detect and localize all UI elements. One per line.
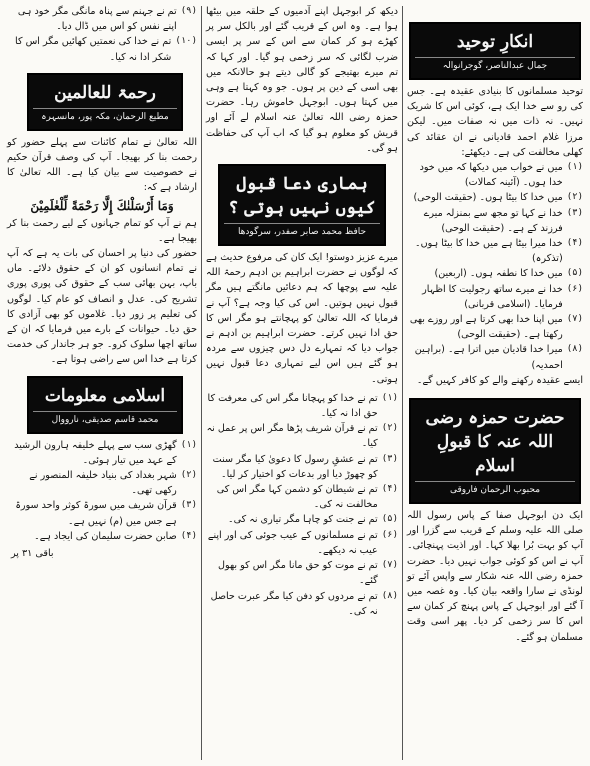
continued-note: باقی ۳۱ پر: [11, 548, 54, 560]
article-author: حافظ محمد صابر صفدر، سرگودھا: [224, 223, 380, 239]
article-paragraph: اللہ تعالیٰ نے تمام کائنات سے پہلے حضور کو رحمت بنا کر بھیجا۔ آپ کی وصف قرآن حکیم نے خصوصیت سے بیان کیا ہے۔ اللہ تعالیٰ کا ارشاد ہے کہ:: [7, 136, 197, 194]
list-item: (۳) تم نے عشقِ رسول کا دعویٰ کیا مگر سنت کو چھوڑ دیا اور بدعات کو اختیار کر لیا۔: [212, 453, 398, 480]
list-item: (۲) میں خدا کا بیٹا ہوں۔ (حقیقت الوحی): [413, 192, 583, 204]
list-item: (۴) خدا میرا بیٹا ہے میں خدا کا بیٹا ہوں۔ (تذکرہ): [415, 238, 583, 265]
list-item: (۱۰) تم نے خدا کی نعمتیں کھائیں مگر اس کا شکر ادا نہ کیا۔: [15, 36, 197, 63]
list-item: (۷) تم نے موت کو حق مانا مگر اس کو بھول گئے۔: [218, 560, 398, 587]
article-paragraph: میرے عزیز دوستو! ایک کان کی مرفوع حدیث ہے کہ لوگوں نے حضرت ابراہیم بن ادہم رحمۃ اللہ علیہ سے پوچھا کہ ہم دعائیں مانگتے ہیں مگر قبول نہیں ہوتیں۔ اس کی کیا وجہ ہے؟ آپ نے فرمایا کہ اللہ تعالیٰ کو پہچانتے ہو مگر اس کا حق ادا نہیں کرتے۔ حضرت ابراہیم بن ادہم نے جواب دیا کہ تمہارے دل دس چیزوں سے مردہ ہو گئے ہیں اس لیے تمہاری دعا قبول نہیں ہوتی۔: [206, 252, 398, 385]
column-left: [5, 4, 199, 762]
column-divider: [201, 6, 202, 760]
list-item: (۱) تم نے خدا کو پہچانا مگر اس کی معرفت کا حق ادا نہ کیا۔: [207, 392, 398, 420]
article-header: [409, 398, 581, 504]
list-item: (۸) تم نے مردوں کو دفن کیا مگر عبرت حاصل نہ کی۔: [210, 590, 398, 617]
list-item: (۴) صابن حضرت سلیمان کی ایجاد ہے۔: [34, 530, 197, 542]
article-header: [218, 164, 386, 246]
column-divider: [402, 6, 403, 760]
article-header: [27, 376, 183, 434]
list-item: (۲) تم نے قرآن شریف پڑھا مگر اس پر عمل نہ کیا۔: [206, 423, 398, 450]
list-item: (۸) میرا خدا قادیان میں اترا ہے۔ (براہین احمدیہ): [414, 344, 583, 371]
list-item: (۴) تم نے شیطان کو دشمن کہا مگر اس کی مخالفت نہ کی۔: [216, 484, 398, 511]
article-title: اسلامی معلومات: [44, 385, 166, 406]
list-item: (۳) قرآن شریف میں سورۃ کوثر واحد سورۃ ہے جس میں (م) نہیں ہے۔: [15, 500, 197, 527]
quran-verse: وَمَا أَرْسَلْنٰكَ إِلَّا رَحْمَةً لِّلْعٰلَمِيْنَ: [30, 198, 174, 213]
article-title: رحمۃ للعالمین: [54, 82, 156, 103]
list-item: (۵) میں خدا کا نطفہ ہوں۔ (اربعین): [434, 268, 583, 280]
list-item: (۶) خدا نے میرے ساتھ رجولیت کا اظہار فرمایا۔ (اسلامی قربانی): [422, 283, 583, 310]
article-title: حضرت حمزہ رضی اللہ عنہ کا قبولِ اسلام: [425, 408, 565, 477]
article-header: [27, 73, 183, 131]
list-item: (۶) تم نے مسلمانوں کے عیب جوئی کی اور اپنے عیب نہ دیکھے۔: [207, 529, 398, 556]
column-middle: [204, 4, 400, 762]
article-author: جمال عبدالناصر، گوجرانوالہ: [415, 57, 575, 73]
article-author: محبوب الرحمان فاروقی: [415, 481, 575, 497]
article-title: ہماری دعا قبول کیوں نہیں ہوتی ؟: [228, 174, 376, 219]
article-paragraph: توحید مسلمانوں کا بنیادی عقیدہ ہے۔ جس کی رو سے خدا ایک ہے، کوئی اس کا شریک نہیں۔ نہ ذات میں نہ صفات میں۔ لیکن مرزا غلام احمد قادیانی نے ان عقائد کی کھلی مخالفت کی ہے۔ دیکھئے:: [407, 86, 583, 158]
article-paragraph: دیکھ کر ابوجہل اپنے آدمیوں کے حلقہ میں بیٹھا ہوا ہے۔ وہ اس کے قریب گئے اور بالکل سر پر کھڑے ہو کر کمان سے اس کے سر پر ایسی ضرب لگائی کہ سر زخمی ہو گیا۔ اور کہا کہ تم میرے بھتیجے کو گالی دیتے ہو حالانکہ میں بھی اسی کے دین پر ہوں۔ جو وہ کہتا ہے وہی میں کہتا ہوں۔ ابوجہل خاموش رہا۔ حضرت حمزہ رضی اللہ تعالیٰ عنہ اسلام لے آئے اور قریش کو معلوم ہو گیا کہ اب آپ کی حفاظت ہو گی۔: [206, 6, 398, 154]
article-paragraph: ایسے عقیدہ رکھنے والے کو کافر کہیں گے۔: [416, 374, 583, 386]
list-item: (۳) خدا نے کہا تو مجھ سے بمنزلہ میرے فرزند کے ہے۔ (حقیقت الوحی): [423, 207, 583, 234]
article-author: مطیع الرحمان، مکہ پور، مانسہرہ: [33, 108, 177, 124]
list-item: (۷) میں اپنا خدا بھی کرتا ہے اور روزے بھی رکھتا ہے۔ (حقیقت الوحی): [409, 314, 583, 341]
list-item: (۱) میں نے خواب میں دیکھا کہ میں خود خدا ہوں۔ (آئینہ کمالات): [419, 162, 583, 189]
list-item: (۲) شہر بغداد کی بنیاد خلیفہ المنصور نے رکھی تھی۔: [29, 470, 197, 497]
verse-translation: ہم نے آپ کو تمام جہانوں کے لیے رحمت بنا کر بھیجا ہے۔: [7, 217, 197, 244]
list-item: (۹) تم نے جہنم سے پناہ مانگی مگر خود ہی اپنے نفس کو اس میں ڈال دیا۔: [17, 6, 197, 33]
list-item: (۱) گھڑی سب سے پہلے خلیفہ ہارون الرشید کے عہد میں تیار ہوئی۔: [14, 439, 197, 466]
article-title: انکارِ توحید: [456, 32, 534, 52]
column-right: [405, 4, 585, 762]
article-paragraph: حضور کی دنیا پر احسان کی بات یہ ہے کہ آپ نے تمام انسانوں کو ان کے حقوق دلائے۔ ماں باپ، بہن بھائی سب کے حقوق کی پوری پوری تشریح کی۔ عدل و انصاف کو عام کیا۔ لوگوں کی تعلیم پر زور دیا۔ غلاموں کو بھی آزادی کا حق دیا۔ حیوانات کے بارے میں فرمایا کہ ان کے ساتھ اچھا سلوک کرو۔ جو ہر جاندار کی خدمت کرتا ہے خدا اس سے راضی ہوتا ہے۔: [7, 248, 197, 366]
article-header: [409, 22, 581, 80]
list-item: (۵) تم نے جنت کو چاہا مگر تیاری نہ کی۔: [227, 514, 398, 526]
article-author: محمد قاسم صدیقی، نارووال: [33, 411, 177, 427]
article-paragraph: ایک دن ابوجہل صفا کے پاس رسول اللہ صلی اللہ علیہ وسلم کے قریب سے گزرا اور آپ کو بہت بُرا بھلا کہا۔ اور اذیت پہنچائی۔ آپ نے اس کو کوئی جواب نہیں دیا۔ حضرت حمزہ رضی اللہ عنہ شکار سے واپس آئے تو لونڈی نے سارا واقعہ بیان کیا۔ وہ غصہ میں آ گئے اور ابوجہل کے پاس پہنچ کر کمان سے اس کا سر زخمی کر دیا۔ پھر اسی وقت مسلمان ہو گئے۔: [407, 510, 583, 643]
